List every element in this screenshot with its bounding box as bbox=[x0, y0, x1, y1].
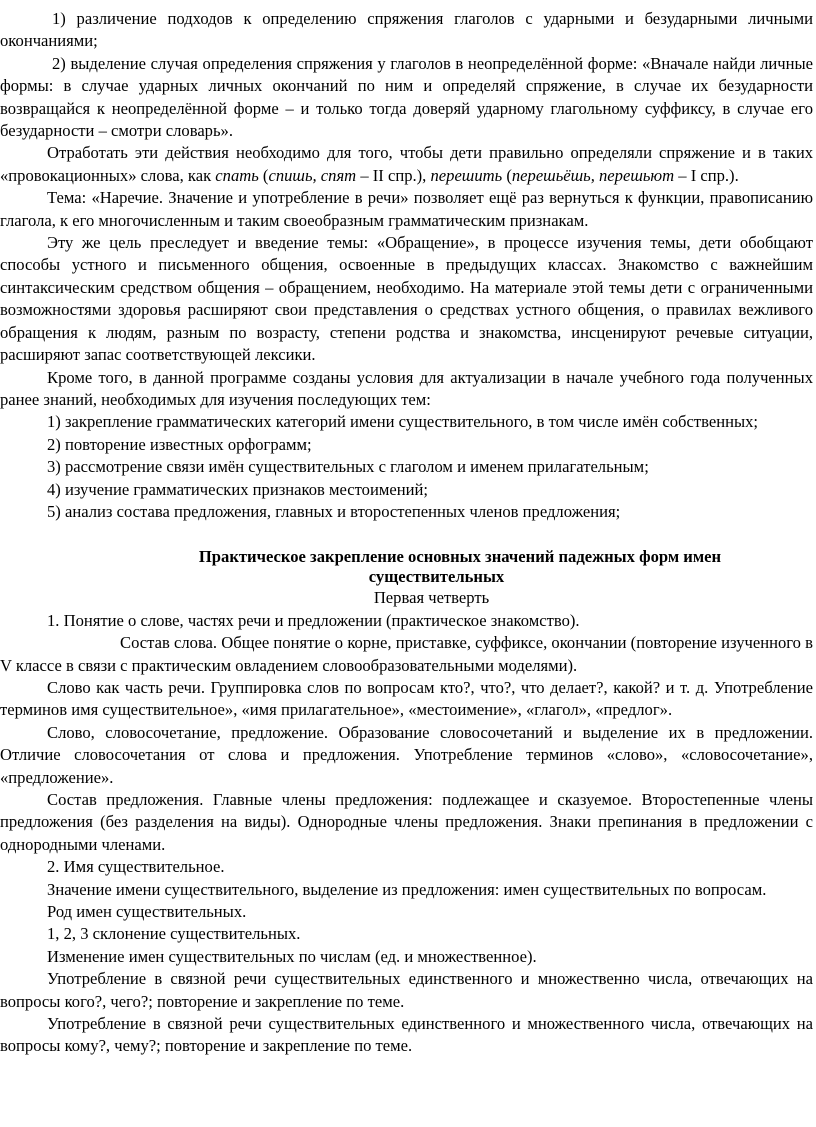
paragraph-list-item-1: 1) различение подходов к определению спряжения глаголов с ударными и безударными личными окончаниями; bbox=[0, 9, 813, 51]
paragraph-address-topic: Эту же цель преследует и введение темы: «Обращение», в процессе изучения темы, дети обобщают способы устного и письменного общения, освоенные в предыдущих классах. Знакомство с важнейшим синтаксическим средством общения – обращением, необходимо. На материале этой темы дети с ограниченными возможностями здоровья расширяют свои представления о средствах устного общения, о правилах вежливого обращения к людям, разным по возрасту, степени родства и знакомства, инсценируют речевые ситуации, расширяют запас соответствующей лексики. bbox=[0, 233, 813, 365]
example-forms-pereshit: перешьёшь, перешьют bbox=[511, 165, 675, 185]
item-noun-declension: 1, 2, 3 склонение существительных. bbox=[47, 924, 301, 944]
example-word-pereshit: перешить bbox=[430, 165, 503, 185]
text-segment: ( bbox=[502, 165, 512, 185]
item-noun-gender: Род имен существительных. bbox=[47, 902, 247, 922]
item-noun-meaning: Значение имени существительного, выделение из предложения: имен существительных по вопросам. bbox=[47, 879, 767, 899]
item-noun-number: Изменение имен существительных по числам (ед. и множественное). bbox=[47, 946, 537, 966]
example-forms-spat: спишь, спят bbox=[268, 165, 357, 185]
item-word-concepts: 1. Понятие о слове, частях речи и предложении (практическое знакомство). bbox=[47, 610, 580, 630]
item-word-phrase-sentence: Слово, словосочетание, предложение. Образование словосочетаний и выделение их в предложении. Отличие словосочетания от слова и предложения. Употребление терминов «слово», «словосочетание», «предложение». bbox=[0, 722, 813, 787]
list-item-1: 1) закрепление грамматических категорий имени существительного, в том числе имён собственных; bbox=[47, 412, 759, 432]
example-word-spat: спать bbox=[215, 165, 259, 185]
item-noun-heading: 2. Имя существительное. bbox=[47, 857, 225, 877]
item-sentence-structure: Состав предложения. Главные члены предложения: подлежащее и сказуемое. Второстепенные члены предложения (без разделения на виды). Однородные члены предложения. Знаки препинания в предложении с однородными членами. bbox=[0, 790, 813, 854]
text-segment: Отработать эти действия необходимо для того, чтобы дети правильно определяли спряжение и в таких «провокационных» слова, как bbox=[0, 143, 813, 185]
item-word-composition: Состав слова. Общее понятие о корне, приставке, суффиксе, окончании (повторение изученного в V классе в связи с практическим овладением словообразовательными моделями). bbox=[0, 633, 813, 675]
item-noun-genitive-usage: Употребление в связной речи существительных единственного и множественно числа, отвечающих на вопросы кого?, чего?; повторение и закрепление по теме. bbox=[0, 969, 813, 1011]
item-noun-dative-usage: Употребление в связной речи существительных единственного и множественного числа, отвечающих на вопросы кому?, чему?; повторение и закрепление по теме. bbox=[0, 1014, 813, 1056]
list-item-4: 4) изучение грамматических признаков местоимений; bbox=[47, 479, 428, 499]
text-segment: – II спр.), bbox=[356, 165, 431, 185]
text-segment: – I спр.). bbox=[674, 165, 739, 185]
section-subheading: Первая четверть bbox=[373, 588, 490, 608]
paragraph-adverb-topic: Тема: «Наречие. Значение и употребление в речи» позволяет ещё раз вернуться к функции, правописанию глагола, к его многочисленным и таким своеобразным грамматическим признакам. bbox=[0, 188, 813, 230]
paragraph-list-item-2: 2) выделение случая определения спряжения у глаголов в неопределённой форме: «Вначале найди личные формы: в случае ударных личных окончаний по ним и определяй спряжение, в случае их безударности возвращайся к неопределённой форме – и только тогда доверяй ударному глагольному суффиксу, в случае его безударности – смотри словарь». bbox=[0, 53, 813, 141]
list-item-2: 2) повторение известных орфограмм; bbox=[47, 434, 312, 454]
paragraph-provocative-verbs bbox=[0, 142, 813, 187]
section-heading: Практическое закрепление основных значений падежных форм имен существительных bbox=[198, 547, 722, 587]
text-segment: ( bbox=[258, 165, 269, 185]
paragraph-program-conditions: Кроме того, в данной программе созданы условия для актуализации в начале учебного года полученных ранее знаний, необходимых для изучения последующих тем: bbox=[0, 367, 813, 409]
list-item-3: 3) рассмотрение связи имён существительных с глаголом и именем прилагательным; bbox=[47, 457, 649, 477]
item-word-as-part-of-speech: Слово как часть речи. Группировка слов по вопросам кто?, что?, что делает?, какой? и т. д. Употребление терминов имя существительное», «имя прилагательное», «местоимение», «глагол», «предлог». bbox=[0, 677, 813, 720]
list-item-5: 5) анализ состава предложения, главных и второстепенных членов предложения; bbox=[47, 501, 621, 521]
